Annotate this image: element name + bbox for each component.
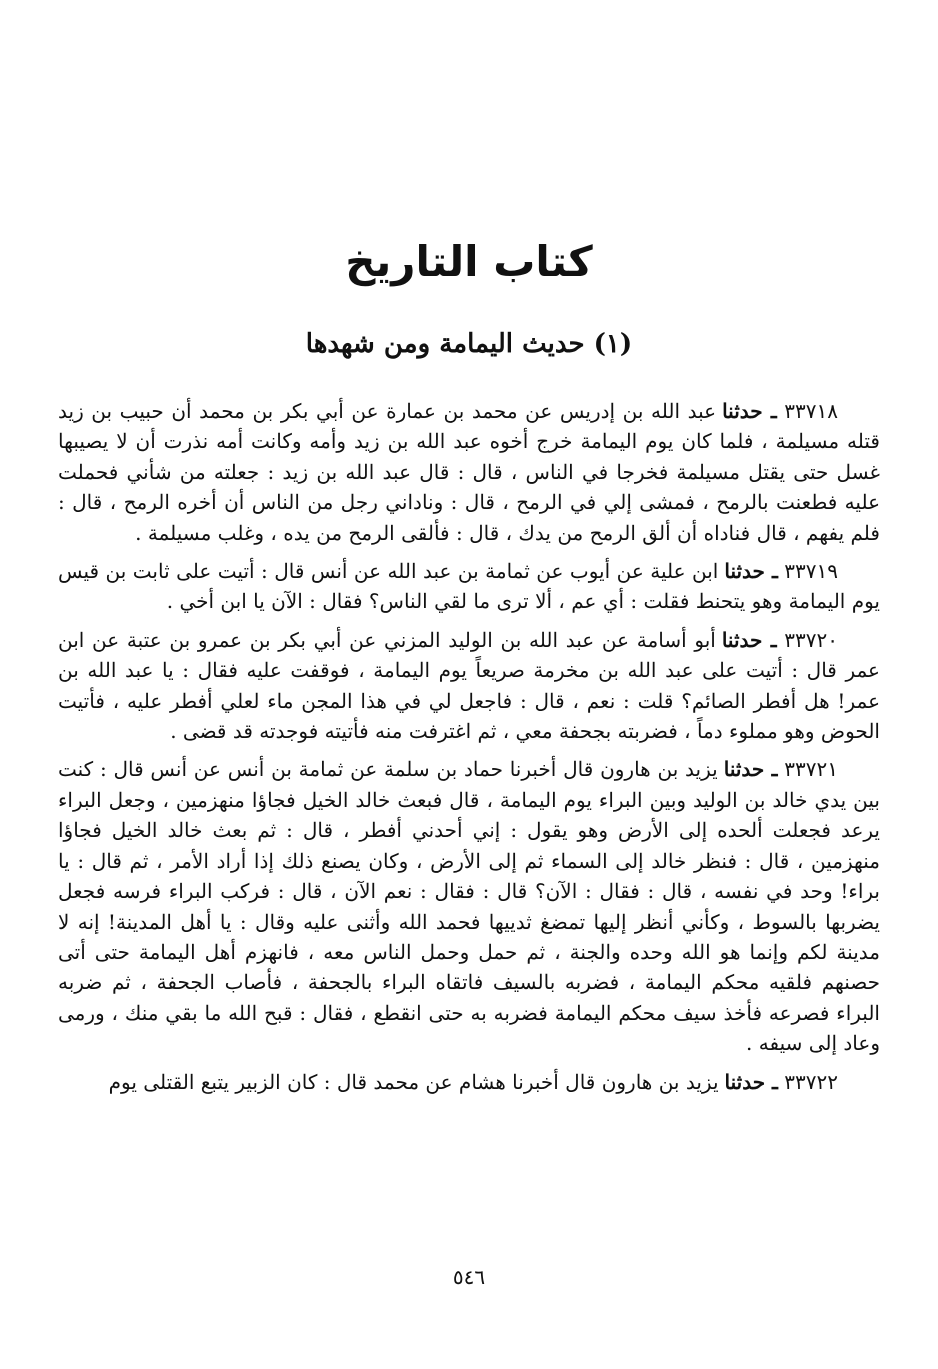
hadith-text: عبد الله بن إدريس عن محمد بن عمارة عن أبي بكر بن محمد أن حبيب بن زيد قتله مسيلمة ، فلما كان يوم اليمامة خرج أخوه عبد الله بن زيد وأمه وكانت أمه نذرت أن لا يصيبها غسل حتى يقتل مسيلمة فخرجا في الناس ، قال : قال عبد الله بن زيد : جعلته من شأني فحملت عليه فطعنت بالرمح ، فمشى إلي في الرمح ، قال : وناداني رجل من الناس أن أخره الرمح ، قال : فلم يفهم ، قال فناداه أن ألق الرمح من يدك ، قال : فألقى الرمح من يده ، وغلب مسيلمة . [58, 399, 880, 545]
hadith-33718 [58, 396, 880, 548]
hadith-narration-head: ـ حدثنا [721, 627, 777, 652]
hadith-33720 [58, 625, 880, 747]
hadith-33721 [58, 754, 880, 1058]
hadith-text: أبو أسامة عن عبد الله بن الوليد المزني عن أبي بكر بن عمرو بن عتبة عن ابن عمر قال : أتيت على عبد الله بن مخرمة صريعاً يوم اليمامة ، فوقفت عليه فقال : يا عبد الله بن عمر! هل أفطر الصائم؟ قلت : نعم ، قال : فاجعل لي في هذا المجن ماء لعلي أفطر عليه ، فأتيت الحوض وهو مملوء دماً ، فضربته بجحفة معي ، ثم اغترفت منه فأتيته فوجدته قد قضى . [58, 627, 880, 744]
hadith-number: ٣٣٧٢٢ [784, 1069, 838, 1094]
page-number: ٥٤٦ [452, 1265, 486, 1289]
hadith-number: ٣٣٧١٩ [784, 559, 838, 584]
hadith-narration-head: ـ حدثنا [724, 559, 778, 584]
hadith-list [58, 396, 880, 1105]
book-title: كتاب التاريخ [345, 237, 593, 286]
hadith-33722 [58, 1067, 880, 1097]
hadith-33719 [58, 556, 880, 617]
hadith-narration-head: ـ حدثنا [722, 399, 777, 423]
hadith-narration-head: ـ حدثنا [724, 1069, 778, 1094]
chapter-title: (١) حديث اليمامة ومن شهدها [305, 329, 633, 359]
hadith-text: يزيد بن هارون قال أخبرنا حماد بن سلمة عن ثمامة بن أنس عن أنس قال : كنت بين يدي خالد بن الوليد وبين البراء يوم اليمامة ، قال فبعث خالد الخيل فجاؤا منهزمين ، وجعل البراء يرعد فجعلت ألحده إلى الأرض وهو يقول : إني أحدني أفطر ، قال : ثم بعث خالد الخيل فجاؤا منهزمين ، قال : فنظر خالد إلى السماء ثم إلى الأرض ، وكان يصنع ذلك إذا أراد الأمر ، ثم قال : يا براء! وحد في نفسه ، قال : فقال : الآن؟ قال : فقال : نعم الآن ، قال : فركب البراء فرسه فجعل يضربها بالسوط ، وكأني أنظر إليها تمضغ ثدييها فحمد الله وأثنى عليه وقال : يا أهل المدينة! إنه لا مدينة لكم وإنما هو الله وحده والجنة ، ثم حمل وحمل الناس معه ، فانهزم أهل اليمامة حتى أتى حصنهم فلقيه محكم اليمامة ، فضربه بالسيف فاتقاه البراء بالجحفة ، فأصاب الجحفة ، ثم ضربه البراء فصرعه فأخذ سيف محكم اليمامة فضربه به حتى انقطع ، فقال : قبح الله ما بقي منك ، ورمى وعاد إلى سيفه . [58, 757, 880, 1056]
hadith-number: ٣٣٧١٨ [784, 399, 838, 423]
hadith-text: يزيد بن هارون قال أخبرنا هشام عن محمد قال : كان الزبير يتبع القتلى يوم [108, 1069, 719, 1094]
hadith-text: ابن علية عن أيوب عن ثمامة بن عبد الله عن أنس قال : أتيت على ثابت بن قيس يوم اليمامة وهو يتحنط فقلت : أي عم ، ألا ترى ما لقي الناس؟ فقال : الآن يا ابن أخي . [58, 559, 880, 614]
hadith-narration-head: ـ حدثنا [723, 757, 778, 782]
hadith-number: ٣٣٧٢١ [784, 757, 839, 782]
hadith-number: ٣٣٧٢٠ [784, 627, 839, 652]
